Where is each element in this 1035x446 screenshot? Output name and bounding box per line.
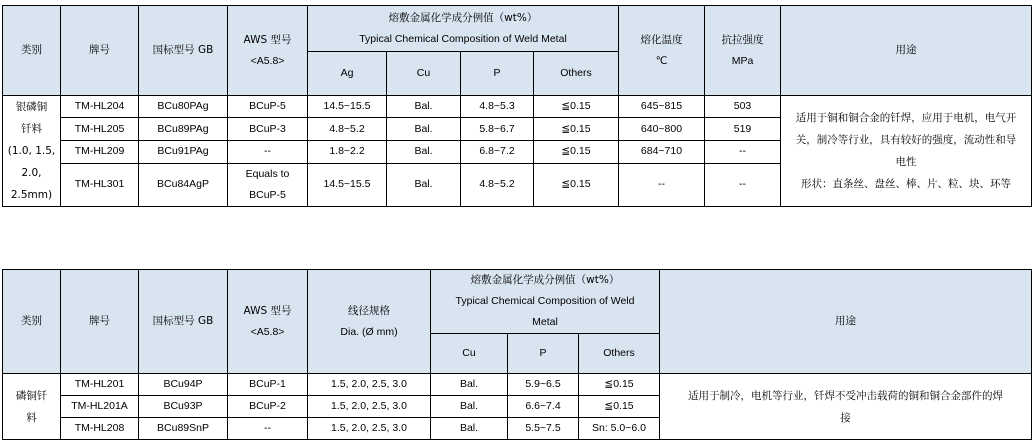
header-aws-line2: <A5.8> (250, 325, 285, 338)
header-gb: 国标型号 GB (139, 270, 228, 374)
header-brand: 牌号 (61, 6, 139, 96)
brand-cell: TM-HL201A (61, 396, 139, 418)
header-category: 类别 (3, 270, 61, 374)
others-cell: ≦0.15 (534, 118, 619, 141)
category-line: 磷铜钎 (15, 389, 48, 402)
others-cell: Sn: 5.0~6.0 (579, 418, 660, 440)
tensile-cell: -- (705, 163, 781, 206)
category-line: 2.0, (21, 167, 42, 179)
others-cell: ≦0.15 (534, 141, 619, 163)
header-composition-en: Typical Chemical Composition of Weld Metal (359, 32, 567, 45)
header-diameter-line1: 线径规格 (348, 304, 390, 317)
p-cell: 5.5~7.5 (508, 418, 579, 440)
category-line: 料 (26, 411, 37, 424)
header-aws-line2: <A5.8> (250, 54, 285, 67)
brand-cell: TM-HL201 (61, 374, 139, 396)
header-diameter-line2: Dia. (Ø mm) (340, 325, 398, 338)
cu-cell: Bal. (431, 396, 508, 418)
header-brand: 牌号 (61, 270, 139, 374)
usage-cell (660, 374, 1032, 440)
cu-cell: Bal. (387, 141, 461, 163)
usage-line: 电性 (895, 156, 917, 168)
melting-cell: -- (619, 163, 705, 206)
header-element-others: Others (534, 52, 619, 96)
tensile-cell: 519 (705, 118, 781, 141)
p-cell: 5.8~6.7 (461, 118, 534, 141)
melting-cell: 640~800 (619, 118, 705, 141)
header-aws (228, 270, 308, 374)
usage-line: 形状：直条丝、盘丝、棒、片、粒、块、环等 (801, 178, 1011, 190)
gb-cell: BCu89PAg (139, 118, 228, 141)
header-composition-en-line1: Typical Chemical Composition of Weld (455, 295, 635, 307)
gb-cell: BCu93P (139, 396, 228, 418)
header-melting-temp (619, 6, 705, 96)
gb-cell: BCu94P (139, 374, 228, 396)
header-usage: 用途 (781, 6, 1032, 96)
melting-cell: 645~815 (619, 96, 705, 118)
p-cell: 4.8~5.2 (461, 163, 534, 206)
gb-cell: BCu84AgP (139, 163, 228, 206)
header-tensile-line2: MPa (731, 54, 754, 67)
header-category: 类别 (3, 6, 61, 96)
category-cell (3, 96, 61, 207)
tensile-cell: -- (705, 141, 781, 163)
silver-phosphor-copper-table (2, 5, 1032, 207)
p-cell: 4.8~5.3 (461, 96, 534, 118)
header-composition-en-line2: Metal (532, 316, 558, 328)
cu-cell: Bal. (387, 163, 461, 206)
usage-line: 关，制冷等行业，具有较好的强度，流动性和导 (795, 134, 1017, 146)
header-element-cu: Cu (387, 52, 461, 96)
gb-cell: BCu80PAg (139, 96, 228, 118)
others-cell: ≦0.15 (579, 396, 660, 418)
header-aws-line1: AWS 型号 (243, 304, 292, 317)
others-cell: ≦0.15 (579, 374, 660, 396)
diameter-cell: 1.5, 2.0, 2.5, 3.0 (308, 374, 431, 396)
header-melting-line2: ℃ (655, 54, 668, 67)
aws-cell: BCuP-5 (228, 96, 308, 118)
p-cell: 6.8~7.2 (461, 141, 534, 163)
diameter-cell: 1.5, 2.0, 2.5, 3.0 (308, 396, 431, 418)
header-composition (431, 270, 660, 334)
header-aws-line1: AWS 型号 (243, 33, 292, 46)
aws-line1: Equals to (245, 167, 290, 180)
cu-cell: Bal. (387, 118, 461, 141)
aws-cell (228, 163, 308, 206)
brand-cell: TM-HL205 (61, 118, 139, 141)
aws-cell: -- (228, 141, 308, 163)
phosphor-copper-table (2, 269, 1032, 440)
melting-cell: 684~710 (619, 141, 705, 163)
aws-cell: -- (228, 418, 308, 440)
usage-line: 适用于铜和铜合金的钎焊，应用于电机，电气开 (795, 112, 1017, 124)
aws-cell: BCuP-1 (228, 374, 308, 396)
header-composition (308, 6, 619, 52)
ag-cell: 14.5~15.5 (308, 96, 387, 118)
cu-cell: Bal. (387, 96, 461, 118)
header-usage: 用途 (660, 270, 1032, 374)
category-line: 银磷铜 (15, 101, 48, 113)
cu-cell: Bal. (431, 418, 508, 440)
aws-line2: BCuP-5 (249, 188, 286, 201)
gb-cell: BCu91PAg (139, 141, 228, 163)
header-element-cu: Cu (431, 334, 508, 374)
header-melting-line1: 熔化温度 (640, 33, 683, 46)
brand-cell: TM-HL301 (61, 163, 139, 206)
p-cell: 5.9~6.5 (508, 374, 579, 396)
table-row (3, 374, 1032, 396)
usage-line: 接 (840, 411, 851, 424)
usage-line: 适用于制冷，电机等行业，钎焊不受冲击载荷的铜和铜合金部件的焊 (688, 389, 1004, 402)
category-line: 钎料 (21, 123, 42, 135)
header-element-p: P (508, 334, 579, 374)
header-diameter (308, 270, 431, 374)
header-composition-cn: 熔敷金属化学成分例值（wt%） (470, 274, 620, 286)
header-tensile-strength (705, 6, 781, 96)
ag-cell: 1.8~2.2 (308, 141, 387, 163)
tensile-cell: 503 (705, 96, 781, 118)
header-composition-cn: 熔敷金属化学成分例值（wt%） (388, 11, 538, 24)
brand-cell: TM-HL209 (61, 141, 139, 163)
table-row (3, 96, 1032, 118)
header-element-p: P (461, 52, 534, 96)
others-cell: ≦0.15 (534, 96, 619, 118)
header-tensile-line1: 抗拉强度 (721, 33, 764, 46)
cu-cell: Bal. (431, 374, 508, 396)
category-line: (1.0, 1.5, (7, 145, 56, 157)
header-gb: 国标型号 GB (139, 6, 228, 96)
diameter-cell: 1.5, 2.0, 2.5, 3.0 (308, 418, 431, 440)
brand-cell: TM-HL208 (61, 418, 139, 440)
p-cell: 6.6~7.4 (508, 396, 579, 418)
others-cell: ≦0.15 (534, 163, 619, 206)
header-aws (228, 6, 308, 96)
category-line: 2.5mm) (10, 189, 53, 201)
header-element-ag: Ag (308, 52, 387, 96)
gb-cell: BCu89SnP (139, 418, 228, 440)
aws-cell: BCuP-2 (228, 396, 308, 418)
category-cell (3, 374, 61, 440)
brand-cell: TM-HL204 (61, 96, 139, 118)
header-element-others: Others (579, 334, 660, 374)
ag-cell: 14.5~15.5 (308, 163, 387, 206)
usage-cell (781, 96, 1032, 207)
ag-cell: 4.8~5.2 (308, 118, 387, 141)
aws-cell: BCuP-3 (228, 118, 308, 141)
